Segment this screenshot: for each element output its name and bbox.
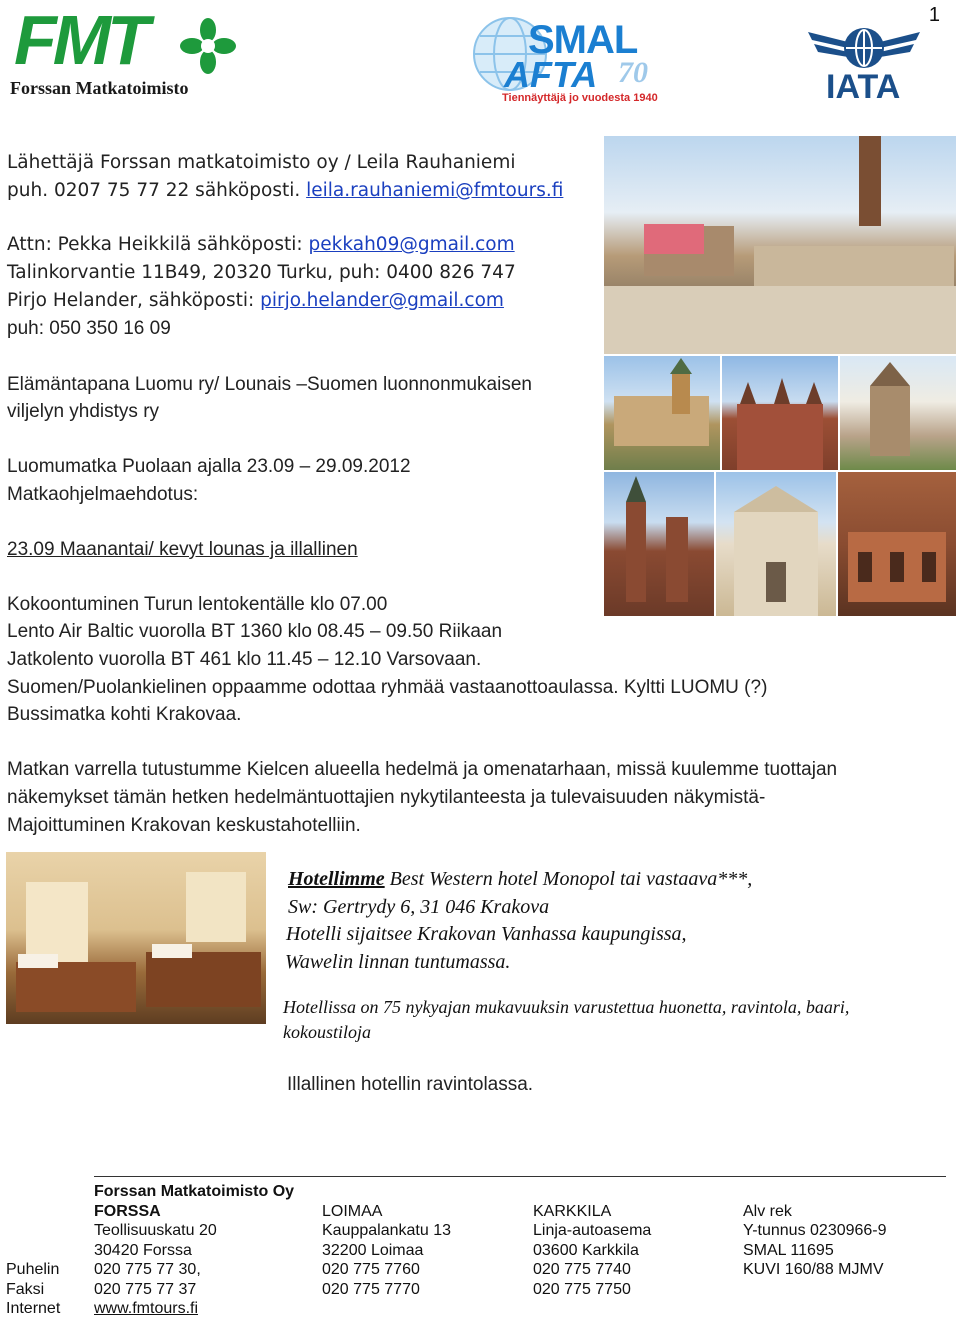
footer-forssa-phone: 020 775 77 30, bbox=[94, 1261, 201, 1278]
smal-afta-logo bbox=[470, 14, 670, 106]
fmt-logo bbox=[6, 1, 238, 98]
day1-para-line: näkemykset tämän hetken hedelmäntuottajien nykytilanteesta ja tulevaisuuden näkymistä- bbox=[7, 787, 766, 808]
sender-line: Lähettäjä Forssan matkatoimisto oy / Leila Rauhaniemi bbox=[7, 152, 516, 173]
fmt-logo-letters: FMT bbox=[14, 1, 146, 79]
footer-smal: SMAL 11695 bbox=[743, 1242, 834, 1259]
footer-loimaa-street: Kauppalankatu 13 bbox=[322, 1222, 451, 1239]
footer-karkkila-postal: 03600 Karkkila bbox=[533, 1242, 639, 1259]
footer-divider bbox=[94, 1176, 946, 1177]
iata-logo bbox=[808, 22, 920, 104]
recipient-address: Talinkorvantie 11B49, 20320 Turku, puh: 0400 826 747 bbox=[7, 262, 516, 283]
footer-ytunnus: Y-tunnus 0230966-9 bbox=[743, 1222, 887, 1239]
dinner-line: Illallinen hotellin ravintolassa. bbox=[287, 1074, 534, 1095]
footer-forssa-postal: 30420 Forssa bbox=[94, 1242, 192, 1259]
hotel-label: Hotellimme bbox=[288, 868, 385, 890]
footer-loimaa-title: LOIMAA bbox=[322, 1203, 383, 1220]
footer-label-phone: Puhelin bbox=[6, 1261, 60, 1278]
footer-loimaa-postal: 32200 Loimaa bbox=[322, 1242, 424, 1259]
wawel-illustration bbox=[604, 356, 720, 470]
attn-label: Attn: Pekka Heikkilä sähköposti: bbox=[7, 234, 309, 255]
footer-loimaa-phone: 020 775 7760 bbox=[322, 1261, 420, 1278]
afta-text: AFTA bbox=[504, 54, 598, 95]
attn-email-link[interactable]: pekkah09@gmail.com bbox=[308, 234, 515, 255]
org-line-1: Elämäntapana Luomu ry/ Lounais –Suomen luonnonmukaisen bbox=[7, 374, 532, 395]
page-number: 1 bbox=[928, 4, 940, 26]
wawel-castle-photo bbox=[604, 356, 720, 470]
hotel-location-1: Hotelli sijaitsee Krakovan Vanhassa kaupungissa, bbox=[286, 923, 687, 945]
iata-text: IATA bbox=[826, 68, 901, 106]
collegium-courtyard-photo bbox=[838, 472, 956, 616]
smal-tagline: Tiennäyttäjä jo vuodesta 1940 bbox=[502, 92, 658, 104]
hotel-address: Sw: Gertrydy 6, 31 046 Krakova bbox=[288, 896, 550, 918]
krakow-market-square-photo bbox=[604, 136, 956, 354]
sender-phone: puh. 0207 75 77 22 sähköposti. bbox=[7, 180, 307, 201]
footer-alv: Alv rek bbox=[743, 1203, 792, 1220]
footer-karkkila-title: KARKKILA bbox=[533, 1203, 612, 1220]
footer-forssa-fax: 020 775 77 37 bbox=[94, 1281, 197, 1298]
footer-kuvi: KUVI 160/88 MJMV bbox=[743, 1261, 884, 1278]
courtyard-illustration bbox=[838, 472, 956, 616]
basilica-illustration bbox=[604, 472, 714, 616]
hotel-room-illustration bbox=[6, 852, 266, 1024]
market-square-illustration bbox=[604, 136, 956, 354]
day1-line: Lento Air Baltic vuorolla BT 1360 klo 08.45 – 09.50 Riikaan bbox=[7, 621, 503, 642]
hotel-name: Best Western hotel Monopol tai vastaava***, bbox=[384, 868, 753, 890]
barbican-illustration bbox=[722, 356, 838, 470]
attn-line bbox=[7, 234, 515, 255]
day1-line: Bussimatka kohti Krakovaa. bbox=[7, 704, 242, 725]
trip-title: Luomumatka Puolaan ajalla 23.09 – 29.09.2012 bbox=[7, 456, 411, 477]
church-square-photo bbox=[840, 356, 956, 470]
day1-para-line: Matkan varrella tutustumme Kielcen alueella hedelmä ja omenatarhaan, missä kuulemme tuottajan bbox=[7, 759, 838, 780]
smal-text: SMAL bbox=[528, 18, 638, 62]
hotel-description-1: Hotellissa on 75 nykyajan mukavuuksin varustettua huonetta, ravintola, baari, bbox=[283, 997, 850, 1017]
fmt-logo-subtitle: Forssan Matkatoimisto bbox=[10, 78, 189, 98]
footer-company: Forssan Matkatoimisto Oy bbox=[94, 1183, 295, 1200]
day1-line: Kokoontuminen Turun lentokentälle klo 07.00 bbox=[7, 594, 388, 615]
hotel-location-2: Wawelin linnan tuntumassa. bbox=[285, 951, 511, 973]
org-line-2: viljelyn yhdistys ry bbox=[7, 401, 160, 422]
trip-subtitle: Matkaohjelmaehdotus: bbox=[7, 484, 199, 505]
footer-label-fax: Faksi bbox=[6, 1281, 45, 1298]
church-square-illustration bbox=[840, 356, 956, 470]
flower-icon bbox=[178, 16, 238, 76]
footer-forssa-title: FORSSA bbox=[94, 1203, 161, 1220]
afta-years: 70 bbox=[618, 56, 648, 89]
pirjo-label: Pirjo Helander, sähköposti: bbox=[7, 290, 261, 311]
sender-contact bbox=[7, 180, 563, 201]
pirjo-phone: puh: 050 350 16 09 bbox=[7, 318, 171, 339]
pirjo-line bbox=[7, 290, 504, 311]
hotel-name-line bbox=[288, 868, 752, 891]
footer-karkkila-street: Linja-autoasema bbox=[533, 1222, 652, 1239]
st-mary-basilica-photo bbox=[604, 472, 714, 616]
day1-line: Jatkolento vuorolla BT 461 klo 11.45 – 12.10 Varsovaan. bbox=[7, 649, 482, 670]
hotel-room-photo bbox=[6, 852, 266, 1024]
day1-line: Suomen/Puolankielinen oppaamme odottaa ryhmää vastaanottoaulassa. Kyltti LUOMU (?) bbox=[7, 677, 768, 698]
pirjo-email-link[interactable]: pirjo.helander@gmail.com bbox=[260, 290, 504, 311]
footer-forssa-street: Teollisuuskatu 20 bbox=[94, 1222, 217, 1239]
footer-loimaa-fax: 020 775 7770 bbox=[322, 1281, 420, 1298]
day1-para-line: Majoittuminen Krakovan keskustahotelliin. bbox=[7, 815, 361, 836]
footer-website-link[interactable]: www.fmtours.fi bbox=[94, 1300, 199, 1317]
footer-karkkila-fax: 020 775 7750 bbox=[533, 1281, 631, 1298]
barbican-photo bbox=[722, 356, 838, 470]
sender-email-link[interactable]: leila.rauhaniemi@fmtours.fi bbox=[306, 180, 564, 201]
church-facade-illustration bbox=[716, 472, 836, 616]
footer-karkkila-phone: 020 775 7740 bbox=[533, 1261, 631, 1278]
hotel-description-2: kokoustiloja bbox=[283, 1022, 371, 1042]
iata-wings-icon bbox=[808, 22, 920, 74]
day1-heading: 23.09 Maanantai/ kevyt lounas ja illallinen bbox=[7, 539, 358, 560]
footer-label-internet: Internet bbox=[6, 1300, 61, 1317]
sts-peter-paul-church-photo bbox=[716, 472, 836, 616]
